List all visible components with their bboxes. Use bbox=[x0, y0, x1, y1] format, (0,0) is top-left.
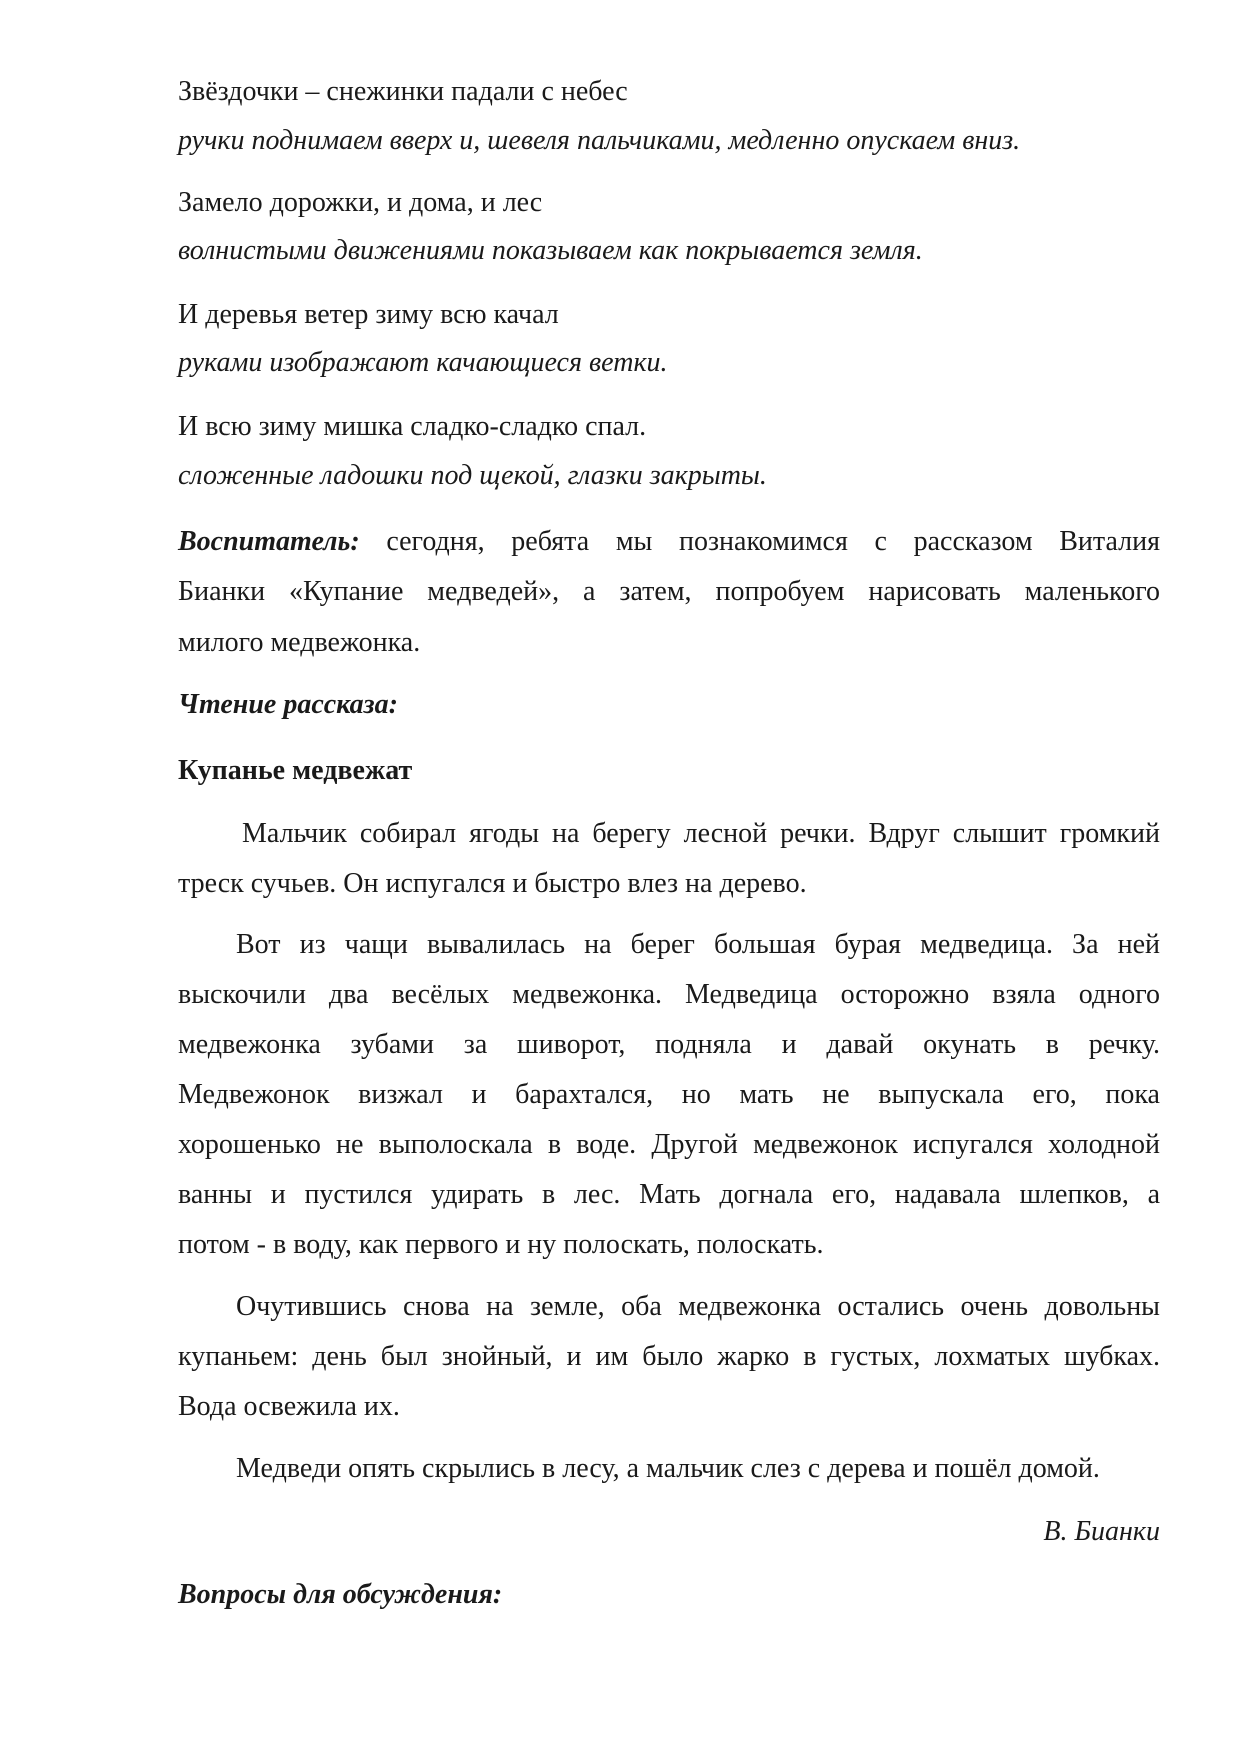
teacher-line-1 bbox=[178, 525, 1160, 559]
story-p1-line-2: треск сучьев. Он испугался и быстро влез на дерево. bbox=[178, 868, 807, 899]
teacher-label: Воспитатель: bbox=[178, 526, 360, 557]
poem-verse-2: Замело дорожки, и дома, и лес bbox=[178, 187, 543, 218]
teacher-line-2: Бианки «Купание медведей», а затем, попробуем нарисовать маленького bbox=[178, 576, 1160, 607]
story-p2-line-5: хорошенько не выполоскала в воде. Другой медвежонок испугался холодной bbox=[178, 1129, 1160, 1160]
story-p2-line-2: выскочили два весёлых медвежонка. Медведица осторожно взяла одного bbox=[178, 979, 1160, 1010]
story-p2-line-3: медвежонка зубами за шиворот, подняла и давай окунать в речку. bbox=[178, 1029, 1160, 1060]
story-p2-line-1: Вот из чащи вывалилась на берег большая бурая медведица. За ней bbox=[236, 929, 1160, 960]
poem-verse-4: И всю зиму мишка сладко-сладко спал. bbox=[178, 411, 647, 442]
story-p4: Медведи опять скрылись в лесу, а мальчик слез с дерева и пошёл домой. bbox=[236, 1453, 1100, 1484]
story-p3-line-1: Очутившись снова на земле, оба медвежонка остались очень довольны bbox=[236, 1291, 1160, 1322]
story-p1-line-1: Мальчик собирал ягоды на берегу лесной речки. Вдруг слышит громкий bbox=[242, 818, 1160, 849]
story-p2-line-6: ванны и пустился удирать в лес. Мать догнала его, надавала шлепков, а bbox=[178, 1179, 1160, 1210]
poem-verse-3: И деревья ветер зиму всю качал bbox=[178, 299, 559, 330]
questions-heading: Вопросы для обсуждения: bbox=[178, 1579, 503, 1610]
teacher-line-3: милого медвежонка. bbox=[178, 627, 421, 658]
story-p2-line-4: Медвежонок визжал и барахтался, но мать не выпускала его, пока bbox=[178, 1079, 1160, 1110]
story-p2-line-7: потом - в воду, как первого и ну полоскать, полоскать. bbox=[178, 1229, 824, 1260]
story-title: Купанье медвежат bbox=[178, 755, 413, 786]
poem-action-4: сложенные ладошки под щекой, глазки закрыты. bbox=[178, 460, 767, 491]
poem-action-1: ручки поднимаем вверх и, шевеля пальчиками, медленно опускаем вниз. bbox=[178, 125, 1021, 156]
poem-action-3: руками изображают качающиеся ветки. bbox=[178, 347, 668, 378]
reading-heading: Чтение рассказа: bbox=[178, 689, 398, 720]
teacher-text-1: сегодня, ребята мы познакомимся с рассказом Виталия bbox=[359, 526, 1160, 557]
story-author: В. Бианки bbox=[1043, 1516, 1160, 1547]
poem-action-2: волнистыми движениями показываем как покрывается земля. bbox=[178, 235, 923, 266]
poem-verse-1: Звёздочки – снежинки падали с небес bbox=[178, 76, 628, 107]
story-p3-line-2: купаньем: день был знойный, и им было жарко в густых, лохматых шубках. bbox=[178, 1341, 1160, 1372]
story-p3-line-3: Вода освежила их. bbox=[178, 1391, 400, 1422]
